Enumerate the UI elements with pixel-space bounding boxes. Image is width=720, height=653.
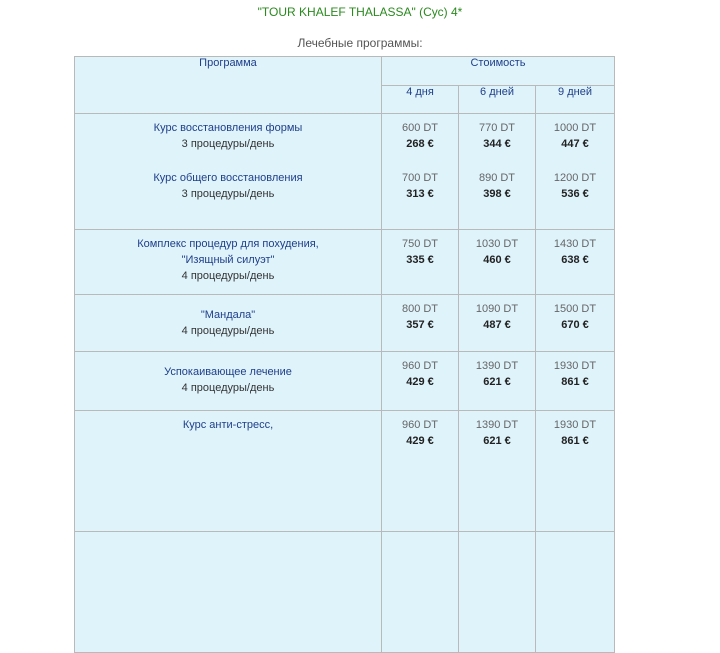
program-name: "Мандала" — [200, 309, 256, 321]
price-dt: 1030 DT — [475, 238, 519, 250]
price-dt: 800 DT — [401, 303, 439, 315]
price-dt: 600 DT — [401, 122, 439, 134]
price-cell — [382, 352, 459, 411]
price-eur: 344 € — [483, 138, 511, 150]
price-cell — [382, 532, 459, 653]
program-cell — [75, 230, 382, 295]
program-name: Успокаивающее лечение — [164, 366, 292, 378]
price-eur: 536 € — [561, 188, 589, 200]
price-dt: 770 DT — [478, 122, 516, 134]
price-eur: 861 € — [561, 435, 589, 447]
page-subtitle: Лечебные программы: — [297, 36, 423, 50]
program-procedures: 3 процедуры/день — [181, 188, 275, 200]
price-eur: 313 € — [406, 188, 434, 200]
price-cell — [536, 352, 615, 411]
table-row — [75, 114, 615, 230]
header-program: Программа — [75, 57, 382, 114]
price-eur: 398 € — [483, 188, 511, 200]
header-day-4: 4 дня — [382, 86, 459, 114]
price-dt: 960 DT — [401, 360, 439, 372]
program-procedures: 4 процедуры/день — [181, 382, 275, 394]
price-eur: 447 € — [561, 138, 589, 150]
price-cell — [459, 411, 536, 532]
price-dt: 1500 DT — [553, 303, 597, 315]
table-row — [75, 352, 615, 411]
price-eur: 638 € — [561, 254, 589, 266]
price-cell — [382, 114, 459, 230]
price-eur: 429 € — [406, 376, 434, 388]
table-row — [75, 411, 615, 532]
price-dt: 1000 DT — [553, 122, 597, 134]
price-eur: 429 € — [406, 435, 434, 447]
price-dt: 1090 DT — [475, 303, 519, 315]
price-eur: 621 € — [483, 376, 511, 388]
price-eur: 357 € — [406, 319, 434, 331]
table-row — [75, 295, 615, 352]
program-cell — [75, 352, 382, 411]
price-cell — [536, 532, 615, 653]
price-dt: 1430 DT — [553, 238, 597, 250]
price-cell — [536, 230, 615, 295]
page-title: "TOUR KHALEF THALASSA" (Сус) 4* — [257, 5, 463, 19]
program-cell — [75, 532, 382, 653]
price-eur: 861 € — [561, 376, 589, 388]
program-cell — [75, 114, 382, 230]
header-cost: Стоимость — [382, 57, 615, 86]
price-cell — [536, 411, 615, 532]
header-day-6: 6 дней — [459, 86, 536, 114]
price-eur: 670 € — [561, 319, 589, 331]
price-cell — [536, 114, 615, 230]
price-cell — [459, 114, 536, 230]
price-cell — [382, 295, 459, 352]
header-day-9: 9 дней — [536, 86, 615, 114]
program-name: Комплекс процедур для похудения, — [137, 238, 319, 250]
price-eur: 335 € — [406, 254, 434, 266]
program-name: Курс анти-стресс, — [182, 419, 274, 431]
price-cell — [459, 532, 536, 653]
price-dt: 1390 DT — [475, 419, 519, 431]
price-eur: 460 € — [483, 254, 511, 266]
price-dt: 960 DT — [401, 419, 439, 431]
price-cell — [459, 352, 536, 411]
program-procedures: 4 процедуры/день — [181, 270, 275, 282]
price-cell — [459, 230, 536, 295]
program-cell — [75, 295, 382, 352]
program-name: "Изящный силуэт" — [181, 254, 275, 266]
price-dt: 1390 DT — [475, 360, 519, 372]
price-dt: 1200 DT — [553, 172, 597, 184]
program-name: Курс восстановления формы — [153, 122, 303, 134]
price-cell — [382, 411, 459, 532]
price-cell — [536, 295, 615, 352]
table-row — [75, 230, 615, 295]
price-eur: 621 € — [483, 435, 511, 447]
program-name: Курс общего восстановления — [153, 172, 303, 184]
price-dt: 700 DT — [401, 172, 439, 184]
price-dt: 1930 DT — [553, 419, 597, 431]
program-cell — [75, 411, 382, 532]
price-cell — [382, 230, 459, 295]
price-dt: 1930 DT — [553, 360, 597, 372]
price-dt: 890 DT — [478, 172, 516, 184]
price-eur: 487 € — [483, 319, 511, 331]
price-cell — [459, 295, 536, 352]
price-table — [74, 56, 615, 653]
program-procedures: 3 процедуры/день — [181, 138, 275, 150]
price-dt: 750 DT — [401, 238, 439, 250]
program-procedures: 4 процедуры/день — [181, 325, 275, 337]
table-row — [75, 532, 615, 653]
price-eur: 268 € — [406, 138, 434, 150]
